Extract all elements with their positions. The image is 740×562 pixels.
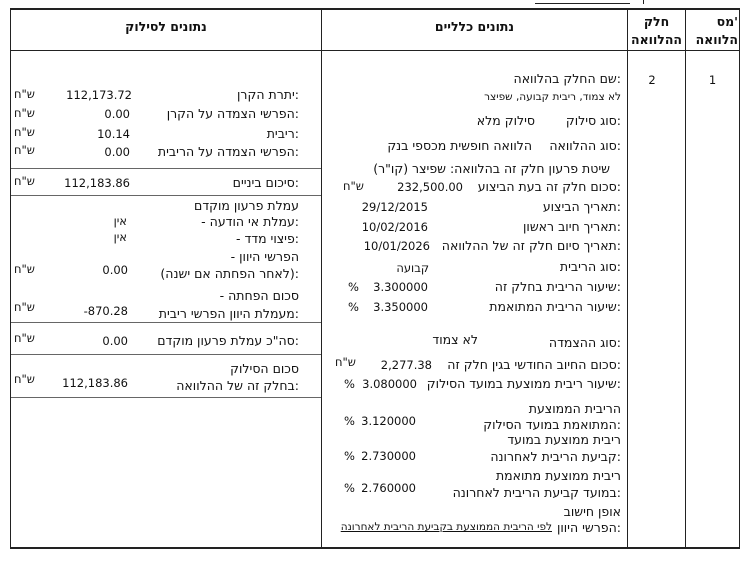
table-left-border — [10, 8, 11, 548]
discount-unit: ש"ח — [14, 262, 35, 276]
exec-date-label: תאריך הביצוע: — [542, 199, 621, 214]
top-tick — [643, 0, 644, 4]
fixed-avg-value: 2.730000 — [361, 449, 416, 463]
principal-value: 112,173.72 — [66, 88, 132, 102]
adj-avg-value: 3.120000 — [361, 414, 416, 428]
avg-rate-pct: % — [344, 377, 355, 391]
rate-type-label: סוג הריבית: — [559, 259, 621, 274]
rate-value: 3.300000 — [373, 280, 428, 294]
payoff-separator-1 — [11, 168, 321, 169]
header-bottom-border — [10, 50, 740, 51]
total-unit: ש"ח — [14, 372, 35, 386]
top-rule — [535, 3, 630, 4]
payoff-separator-4 — [11, 354, 321, 355]
fixed-avg-pct: % — [344, 449, 355, 463]
payoff-separator-5 — [11, 397, 321, 398]
early-fee-title: עמלת פרעון מוקדם — [194, 198, 299, 213]
end-date-label: תאריך סיום חלק זה של ההלוואה: — [441, 238, 621, 253]
diff-label: הפרשי היוון: — [556, 520, 621, 535]
adj-rate-value: 3.350000 — [373, 300, 428, 314]
interest-index-unit: ש"ח — [14, 143, 35, 157]
rate-label: שיעור הריבית בחלק זה: — [494, 279, 621, 294]
subtotal-unit: ש"ח — [14, 174, 35, 188]
principal-index-value: 0.00 — [104, 107, 130, 121]
interest-value: 10.14 — [97, 127, 130, 141]
header-loan-no-1: מס' — [716, 14, 738, 29]
principal-label: יתרת הקרן: — [237, 87, 299, 102]
header-general: נתונים כלליים — [434, 19, 515, 34]
cpi-value: אין — [113, 230, 127, 244]
interest-label: ריבית: — [266, 126, 299, 141]
loan-type-label: סוג ההלוואה: — [549, 138, 621, 153]
part-name-label: שם החלק בהלוואה: — [513, 71, 621, 86]
col-divider-3 — [685, 8, 686, 548]
reduction-label-1: - סכום הפחתה — [219, 288, 299, 303]
monthly-value: 2,277.38 — [380, 358, 432, 372]
reduction-label-2: מעמלת היוון הפרשי ריבית: — [158, 306, 299, 321]
monthly-label: סכום החיוב החודשי בגין חלק זה: — [447, 357, 621, 372]
fixed-adj-label-2: במועד קביעת הריבית לאחרונה: — [452, 485, 621, 500]
adj-rate-pct: % — [348, 300, 359, 314]
first-charge-value: 10/02/2016 — [361, 220, 428, 234]
header-payoff: נתונים לסילוק — [125, 19, 207, 34]
reduction-unit: ש"ח — [14, 300, 35, 314]
col-divider-2 — [627, 8, 628, 548]
repay-method: שיטת פרעון חלק זה בהלוואה: שפיצר (קו"ר) — [373, 161, 610, 176]
avg-rate-value: 3.080000 — [362, 377, 417, 391]
header-part-1: חלק — [643, 14, 670, 29]
subtotal-label: סיכום ביניים: — [232, 175, 299, 190]
indexation-label: סוג ההצמדה: — [548, 335, 621, 350]
adj-avg-label-1: הריבית הממוצעת — [528, 401, 621, 416]
payoff-separator-3 — [11, 322, 321, 323]
no-notice-label: - עמלת אי הודעה: — [201, 214, 299, 229]
discount-label-2: (לאחר הפחתה אם ישנה): — [160, 266, 299, 281]
fixed-avg-label-2: קביעת הריבית לאחרונה: — [490, 449, 621, 464]
diff-value: לפי הריבית הממוצעת בקביעת הריבית לאחרונה — [340, 521, 552, 533]
indexation-value: לא צמוד — [432, 332, 478, 347]
header-loan-no-2: הלוואה — [695, 32, 738, 47]
payoff-separator-2 — [11, 195, 321, 196]
amount-value: 232,500.00 — [397, 180, 463, 194]
fixed-avg-label-1: ריבית ממוצעת במועד — [507, 432, 621, 447]
first-charge-label: תאריך חיוב ראשון: — [523, 219, 621, 234]
cpi-label: - פיצוי מדד: — [235, 231, 299, 246]
fixed-adj-pct: % — [344, 481, 355, 495]
total-value: 112,183.86 — [62, 376, 128, 390]
interest-unit: ש"ח — [14, 125, 35, 139]
avg-rate-label: שיעור ריבית ממוצעת במועד הסילוק: — [426, 376, 621, 391]
rate-pct: % — [348, 280, 359, 294]
amount-label: סכום חלק זה בעת הביצוע: — [477, 179, 621, 194]
loan-type-value: הלוואה חופשית מכספי בנק — [387, 138, 532, 153]
total-fee-unit: ש"ח — [14, 331, 35, 345]
principal-index-label: הפרשי הצמדה על הקרן: — [166, 106, 299, 121]
reduction-value: -870.28 — [83, 304, 128, 318]
end-date-value: 10/01/2026 — [363, 239, 430, 253]
rate-type-value: קבועה — [396, 261, 429, 275]
total-label-1: סכום הסילוק — [230, 361, 299, 376]
fixed-adj-value: 2.760000 — [361, 481, 416, 495]
payoff-type-label: סוג סילוק: — [565, 113, 621, 128]
interest-index-value: 0.00 — [104, 145, 130, 159]
monthly-unit: ש"ח — [335, 355, 356, 369]
header-part-2: ההלוואה — [630, 32, 682, 47]
discount-label-1: - הפרשי היוון — [230, 249, 299, 264]
part-name-value: לא צמוד, ריבית קבועה, שפיצר — [484, 91, 621, 103]
amount-unit: ש"ח — [343, 179, 364, 193]
table-top-border — [10, 8, 740, 10]
total-fee-label: סה"כ עמלת פרעון מוקדם: — [157, 333, 299, 348]
adj-avg-label-2: המתואמת במועד הסילוק: — [483, 417, 621, 432]
adj-rate-label: שיעור הריבית המתואמת: — [489, 299, 621, 314]
adj-avg-pct: % — [344, 414, 355, 428]
discount-value: 0.00 — [102, 263, 128, 277]
interest-index-label: הפרשי הצמדה על הריבית: — [157, 144, 299, 159]
principal-unit: ש"ח — [14, 87, 35, 101]
loan-number: 1 — [708, 73, 717, 87]
part-number: 2 — [648, 73, 656, 87]
payoff-type-value: סילוק מלא — [476, 113, 535, 128]
subtotal-value: 112,183.86 — [64, 176, 130, 190]
col-divider-1 — [321, 8, 322, 548]
total-fee-value: 0.00 — [102, 334, 128, 348]
exec-date-value: 29/12/2015 — [361, 200, 428, 214]
no-notice-value: אין — [113, 214, 127, 228]
total-label-2: בחלק זה של ההלוואה: — [176, 378, 299, 393]
table-bottom-border — [10, 547, 740, 549]
fixed-adj-label-1: ריבית ממוצעת מתואמת — [495, 468, 621, 483]
principal-index-unit: ש"ח — [14, 106, 35, 120]
calc-method-label: אופן חישוב — [563, 504, 621, 519]
